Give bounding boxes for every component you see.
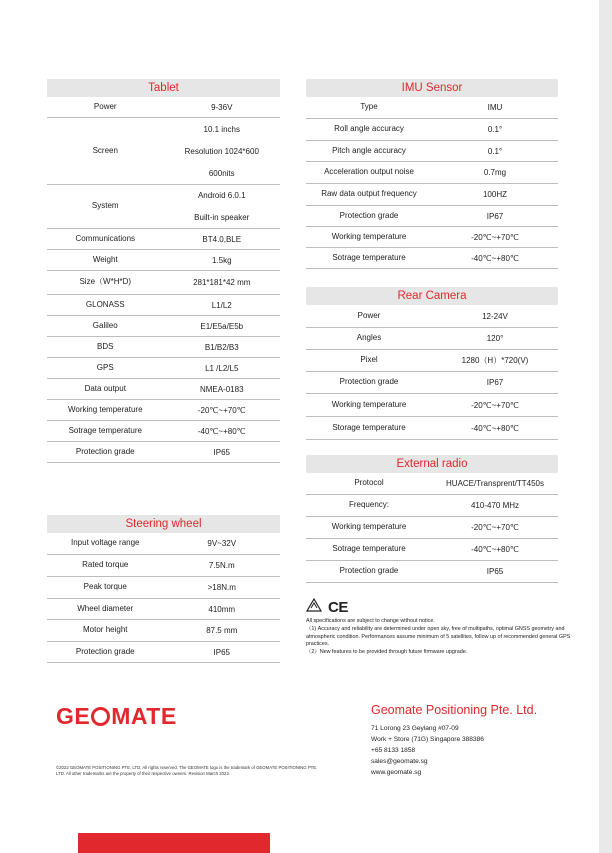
spec-value: -40℃~+80℃ [471, 545, 519, 554]
tablet-section-title: Tablet [47, 79, 280, 97]
spec-label: Galileo [92, 320, 118, 330]
spec-row [47, 421, 280, 442]
spec-value: 9V~32V [207, 539, 237, 548]
spec-value-cell [164, 229, 281, 249]
spec-value-cell [432, 305, 558, 327]
camera-spec-table [306, 287, 558, 440]
spec-row [47, 620, 280, 642]
spec-label: Protection grade [339, 566, 399, 576]
spec-value: 100HZ [482, 190, 507, 199]
spec-label: BDS [97, 341, 114, 351]
company-name: Geomate Positioning Pte. Ltd. [371, 703, 538, 717]
spec-label: Motor height [83, 625, 128, 635]
spec-row [47, 295, 280, 316]
spec-row [306, 539, 558, 561]
spec-row [306, 97, 558, 119]
spec-label: Protection grade [339, 210, 399, 220]
spec-value: IP67 [486, 211, 504, 221]
spec-value: 9-36V [211, 102, 233, 112]
company-contact [371, 723, 484, 778]
spec-row [47, 185, 280, 229]
page-edge-strip [599, 0, 612, 853]
spec-value: NMEA-0183 [199, 384, 244, 394]
spec-label: Protection grade [339, 377, 399, 387]
spec-label: Sotrage temperature [68, 425, 142, 435]
spec-label: Frequency: [348, 500, 390, 510]
spec-value: 7.5N.m [208, 561, 235, 570]
spec-value: L1/L2 [211, 300, 232, 310]
spec-value-cell [164, 379, 281, 399]
spec-value: BT4.0,BLE [202, 234, 242, 244]
spec-row [306, 517, 558, 539]
recycle-weee-icon [306, 598, 322, 617]
spec-value-cell [432, 328, 558, 349]
spec-value-cell [432, 539, 558, 560]
camera-section-title: Rear Camera [306, 287, 558, 305]
spec-value-cell [432, 206, 558, 226]
spec-value: E1/E5a/E5b [200, 321, 244, 331]
spec-row [306, 206, 558, 227]
spec-row [306, 394, 558, 417]
spec-value: -20℃~+70℃ [471, 232, 519, 242]
spec-row [306, 305, 558, 328]
spec-label: Communications [75, 233, 136, 243]
spec-value: 410mm [208, 604, 236, 614]
spec-row [47, 271, 280, 295]
spec-value: 0.7mg [483, 168, 507, 177]
spec-row [306, 162, 558, 184]
spec-value: 120° [486, 334, 504, 343]
tablet-spec-table [47, 79, 280, 463]
spec-value: IP65 [213, 647, 230, 657]
spec-row [306, 227, 558, 248]
spec-label: Protection grade [75, 646, 135, 656]
spec-row [306, 561, 558, 583]
spec-value: Android 6.0.1 [197, 191, 246, 201]
address-line: Work + Store (71G) Singapore 388386 [371, 736, 484, 743]
note-line: All specifications are subject to change without notice. [306, 618, 435, 624]
spec-value-cell [164, 358, 281, 378]
spec-row [47, 250, 280, 271]
spec-row [47, 379, 280, 400]
logo-o-ring-icon [91, 707, 110, 726]
spec-row [306, 184, 558, 206]
spec-value: 10.1 inchs [203, 124, 240, 134]
spec-value: 281*181*42 mm [193, 278, 251, 287]
spec-value-cell [432, 495, 558, 516]
spec-row [306, 141, 558, 162]
spec-value-cell [164, 599, 281, 619]
spec-value-cell [164, 421, 281, 441]
spec-row [47, 599, 280, 620]
spec-label: Working temperature [331, 522, 407, 532]
spec-label: Pitch angle accuracy [332, 145, 406, 155]
spec-value: HUACE/Transprent/TT450s [446, 479, 544, 488]
spec-row [306, 372, 558, 394]
spec-label: Input voltage range [71, 538, 140, 548]
spec-value: >18N.m [207, 583, 236, 592]
spec-row [47, 577, 280, 599]
spec-value-cell [164, 400, 281, 420]
imu-section-title: IMU Sensor [306, 79, 558, 97]
spec-value: -20℃~+70℃ [197, 405, 246, 415]
spec-row [47, 316, 280, 337]
spec-label: Sotrage temperature [332, 544, 406, 554]
spec-value-cell [164, 620, 281, 641]
spec-value-cell [432, 473, 558, 494]
spec-row [47, 229, 280, 250]
spec-label: Power [357, 310, 381, 320]
spec-value-cell [432, 248, 558, 268]
spec-row [47, 642, 280, 663]
spec-value: 87.5 mm [206, 626, 238, 635]
spec-row [306, 350, 558, 372]
spec-label: Type [360, 102, 378, 112]
certification-marks [306, 598, 348, 617]
spec-row [306, 495, 558, 517]
specification-notes [306, 618, 586, 657]
spec-label: Protection grade [75, 446, 135, 456]
spec-label: Screen [92, 145, 118, 155]
spec-label: Pixel [360, 355, 378, 365]
spec-row [306, 473, 558, 495]
spec-value: 600nits [208, 168, 235, 178]
spec-value-cell [164, 642, 281, 662]
spec-label: GPS [96, 362, 114, 372]
note-line: （2）New features to be provided through future firmware upgrade. [306, 649, 468, 656]
spec-value-cell [164, 295, 281, 315]
address-line: 71 Lorong 23 Geylang #07-09 [371, 725, 459, 732]
spec-label: Protocol [354, 478, 384, 488]
footer-accent-bar [78, 833, 270, 853]
ce-mark-icon: CE [328, 599, 348, 616]
spec-label: GLONASS [85, 299, 125, 309]
spec-value: 0.1° [487, 146, 503, 156]
spec-value: 410-470 MHz [470, 501, 520, 510]
spec-row [47, 358, 280, 379]
spec-value-cell [164, 250, 281, 270]
steering-spec-table [47, 515, 280, 663]
spec-value-cell [164, 118, 281, 184]
phone-number: +65 8133 1858 [371, 747, 416, 754]
spec-value: 12-24V [482, 311, 508, 321]
spec-label: Storage temperature [332, 422, 406, 432]
spec-label: Working temperature [331, 399, 407, 409]
spec-row [47, 555, 280, 577]
spec-label: Weight [92, 254, 118, 264]
radio-spec-table [306, 455, 558, 583]
spec-value-cell [164, 337, 281, 357]
spec-value-cell [432, 184, 558, 205]
spec-value-cell [432, 162, 558, 183]
spec-row [47, 337, 280, 358]
note-line: （1) Accuracy and reliability are determined under open sky, free of multipaths, optimal GNSS geometry and atmospheric condition. Performances assume minimum of 5 satellites, follow up of recommended general GPS practices. [306, 625, 571, 648]
spec-row [306, 119, 558, 141]
spec-label: Wheel diameter [77, 603, 134, 613]
spec-label: Angles [356, 333, 382, 343]
spec-value: L1 /L2/L5 [205, 363, 239, 373]
spec-value-cell [432, 561, 558, 582]
spec-value-cell [432, 372, 558, 393]
spec-label: Working temperature [331, 231, 407, 241]
spec-label: Roll angle accuracy [334, 124, 404, 134]
spec-label: Size（W*H*D) [79, 277, 132, 287]
spec-value-cell [432, 227, 558, 247]
spec-value-cell [432, 141, 558, 161]
spec-label: Acceleration output noise [324, 167, 414, 177]
spec-value-cell [164, 97, 281, 117]
spec-value-cell [164, 555, 281, 576]
spec-value: IP65 [486, 567, 504, 576]
spec-label: Peak torque [83, 582, 127, 592]
spec-label: Working temperature [67, 404, 143, 414]
spec-label: System [91, 201, 119, 211]
spec-value: -20℃~+70℃ [471, 523, 519, 532]
spec-value: -40℃~+80℃ [471, 423, 519, 433]
spec-value: 0.1° [487, 125, 503, 134]
spec-value-cell [432, 350, 558, 371]
spec-value: -40℃~+80℃ [197, 426, 246, 436]
website-link[interactable]: www.geomate.sg [371, 769, 422, 776]
spec-value: IP65 [213, 447, 230, 457]
spec-row [306, 248, 558, 269]
spec-value-cell [432, 417, 558, 439]
spec-row [47, 442, 280, 463]
spec-row [306, 328, 558, 350]
spec-row [47, 533, 280, 555]
imu-spec-table [306, 79, 558, 269]
spec-value-cell [164, 316, 281, 336]
spec-row [306, 417, 558, 440]
spec-row [47, 97, 280, 118]
steering-section-title: Steering wheel [47, 515, 280, 533]
spec-row [47, 118, 280, 185]
radio-section-title: External radio [306, 455, 558, 473]
spec-value-cell [432, 119, 558, 140]
spec-value-cell [164, 271, 281, 294]
spec-value: IMU [487, 103, 503, 112]
spec-value: IP67 [486, 378, 504, 387]
spec-value: Resolution 1024*600 [184, 146, 259, 156]
spec-value-cell [164, 185, 281, 228]
spec-value-cell [164, 533, 281, 554]
spec-value: -40℃~+80℃ [471, 253, 519, 263]
spec-value-cell [164, 442, 281, 462]
spec-value: 1280（H）*720(V) [461, 356, 529, 365]
spec-value: Built-in speaker [194, 212, 250, 222]
email-link[interactable]: sales@geomate.sg [371, 758, 428, 765]
spec-label: Data output [84, 383, 126, 393]
spec-value-cell [432, 517, 558, 538]
spec-value-cell [432, 97, 558, 118]
spec-row [47, 400, 280, 421]
spec-label: Sotrage temperature [332, 252, 406, 262]
legal-notice: ©2022 GEOMATE POSITIONING PTE. LTD. All rights reserved. The GEOMATE logo is the trademark of GEOMATE POSITIONING PTE. LTD. All other trademarks are the property of their respective owners. Revision March 2022. [56, 765, 318, 777]
spec-value-cell [432, 394, 558, 416]
spec-value: -20℃~+70℃ [471, 400, 519, 410]
spec-label: Rated torque [82, 560, 129, 570]
geomate-logo: GE MATE [56, 703, 177, 729]
spec-value: B1/B2/B3 [204, 342, 239, 352]
spec-label: Power [93, 101, 117, 111]
spec-value-cell [164, 577, 281, 598]
spec-value: 1.5kg [211, 255, 232, 265]
spec-label: Raw data output frequency [321, 189, 417, 199]
